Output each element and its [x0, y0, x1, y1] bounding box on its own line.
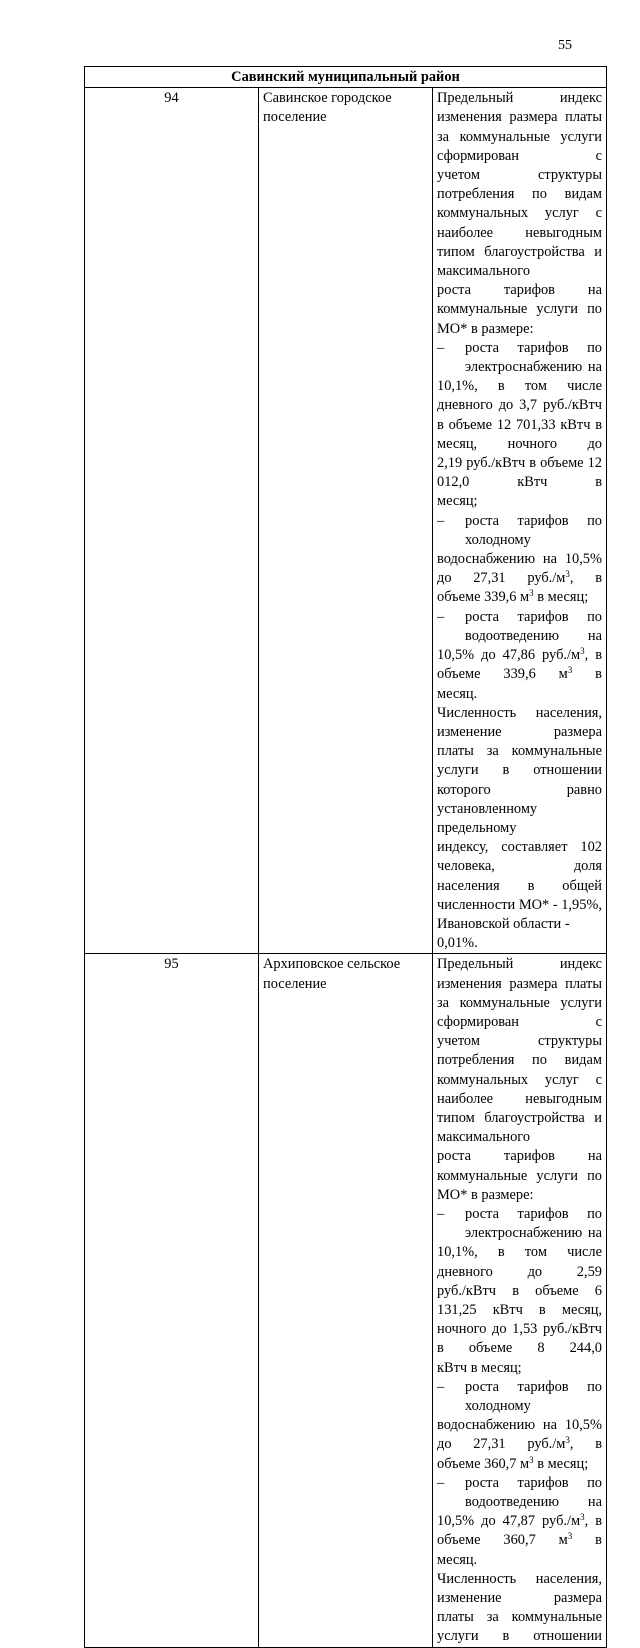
population-line: платы за коммунальные услуги в отношении	[437, 1609, 602, 1645]
region-heading-row	[85, 67, 607, 88]
sewerage-line	[437, 1512, 602, 1550]
superscript: 3	[567, 1531, 573, 1542]
sewerage-line	[437, 646, 602, 684]
cold-water-text: , в	[569, 570, 602, 587]
sewerage-text: 10,5% до 47,86 руб./м	[437, 647, 581, 664]
dash-marker: –	[437, 1378, 445, 1395]
intro-line: за коммунальные услуги сформирован с	[437, 128, 602, 164]
population-line: платы за коммунальные услуги в отношении	[437, 743, 602, 779]
superscript: 3	[529, 1454, 534, 1465]
intro-line: учетом структуры потребления по видам	[437, 167, 602, 203]
cold-water-text: , в	[569, 1436, 602, 1453]
electricity-line: ночного до 1,53 руб./кВтч в объеме 8 244,0	[437, 1321, 602, 1357]
settlement-name	[259, 954, 433, 1647]
sewerage-bullet	[437, 608, 602, 646]
intro-line: МО* в размере:	[437, 320, 534, 337]
sewerage-text: 10,5% до 47,87 руб./м	[437, 1513, 581, 1530]
superscript: 3	[580, 646, 585, 657]
dash-marker: –	[437, 512, 445, 529]
intro-line: роста тарифов на коммунальные услуги по	[437, 282, 602, 318]
dash-marker: –	[437, 339, 445, 356]
settlement-name-line: поселение	[263, 975, 327, 992]
electricity-line: руб./кВтч в объеме 6 131,25 кВтч в месяц,	[437, 1282, 602, 1318]
cold-water-text: водоснабжению на 10,5% до 27,31 руб./м	[437, 1417, 602, 1453]
electricity-line: 10,1%, в том числе дневного до 3,7 руб./кВтч	[437, 378, 602, 414]
sewerage-text: в	[572, 666, 602, 683]
cold-water-line	[437, 588, 602, 607]
description-cell	[433, 954, 607, 1647]
cold-water-bullet	[437, 512, 602, 550]
cold-water-text: роста тарифов по холодному	[465, 512, 602, 548]
cold-water-text: объеме 360,7 м	[437, 1455, 530, 1472]
superscript: 3	[580, 1512, 585, 1523]
cold-water-text: в месяц;	[533, 1455, 589, 1472]
municipality-table	[84, 66, 607, 1648]
sewerage-text: , в объеме 360,7 м	[437, 1513, 602, 1549]
superscript: 3	[529, 588, 534, 599]
intro-line: роста тарифов на коммунальные услуги по	[437, 1148, 602, 1184]
superscript: 3	[567, 665, 573, 676]
page-number: 55	[558, 38, 572, 53]
dash-marker: –	[437, 1474, 445, 1491]
cold-water-text: водоснабжению на 10,5% до 27,31 руб./м	[437, 551, 602, 587]
cold-water-text: роста тарифов по холодному	[465, 1378, 602, 1415]
table-row	[85, 954, 607, 1647]
electricity-line: в объеме 12 701,33 кВтч в месяц, ночного до	[437, 416, 602, 452]
population-line: Ивановской области - 0,01%.	[437, 915, 570, 952]
region-heading: Савинский муниципальный район	[85, 67, 607, 88]
intro-line: за коммунальные услуги сформирован с	[437, 994, 602, 1030]
sewerage-text: в	[572, 1532, 602, 1549]
settlement-name-line: Архиповское сельское	[263, 956, 401, 973]
cold-water-text: в месяц;	[533, 589, 589, 606]
sewerage-text: , в объеме 339,6 м	[437, 647, 602, 683]
cold-water-line	[437, 1455, 602, 1474]
sewerage-text: роста тарифов по водоотведению на	[465, 608, 602, 644]
intro-line: типом благоустройства и максимального	[437, 243, 602, 280]
sewerage-line: месяц.	[437, 685, 478, 702]
population-line: Численность населения, изменение размера	[437, 1570, 602, 1607]
dash-marker: –	[437, 608, 445, 625]
electricity-bullet	[437, 339, 602, 377]
population-line: индексу, составляет 102 человека, доля	[437, 839, 602, 875]
intro-line: Предельный индекс изменения размера платы	[437, 956, 602, 992]
intro-line: типом благоустройства и максимального	[437, 1109, 602, 1146]
electricity-line: 10,1%, в том числе дневного до 2,59	[437, 1244, 602, 1280]
intro-line: коммунальных услуг с наиболее невыгодным	[437, 205, 602, 241]
cold-water-bullet	[437, 1378, 602, 1416]
intro-line: Предельный индекс изменения размера платы	[437, 90, 602, 126]
electricity-bullet	[437, 1205, 602, 1243]
superscript: 3	[565, 1435, 570, 1446]
table-row	[85, 88, 607, 954]
sewerage-text: роста тарифов по водоотведению на	[465, 1474, 602, 1511]
superscript: 3	[565, 569, 570, 580]
dash-marker: –	[437, 1205, 445, 1222]
population-line: которого равно установленному предельному	[437, 781, 602, 836]
settlement-name	[259, 88, 433, 954]
intro-line: учетом структуры потребления по видам	[437, 1033, 602, 1069]
cold-water-line	[437, 550, 602, 588]
electricity-line: кВтч в месяц;	[437, 1359, 522, 1376]
row-number: 94	[85, 88, 259, 954]
intro-line: коммунальных услуг с наиболее невыгодным	[437, 1071, 602, 1107]
electricity-text: роста тарифов по электроснабжению на	[465, 339, 602, 376]
sewerage-bullet	[437, 1474, 602, 1512]
population-line: населения в общей численности МО* - 1,95%,	[437, 877, 602, 913]
settlement-name-line: Савинское городское	[263, 90, 392, 107]
population-line: Численность населения, изменение размера	[437, 704, 602, 740]
settlement-name-line: поселение	[263, 109, 327, 126]
cold-water-line	[437, 1416, 602, 1454]
row-number: 95	[85, 954, 259, 1647]
cold-water-text: объеме 339,6 м	[437, 589, 530, 606]
electricity-text: роста тарифов по электроснабжению на	[465, 1205, 602, 1242]
electricity-line: месяц;	[437, 493, 478, 510]
intro-line: МО* в размере:	[437, 1186, 534, 1203]
description-cell	[433, 88, 607, 954]
electricity-line: 2,19 руб./кВтч в объеме 12 012,0 кВтч в	[437, 455, 602, 491]
sewerage-line: месяц.	[437, 1551, 478, 1568]
